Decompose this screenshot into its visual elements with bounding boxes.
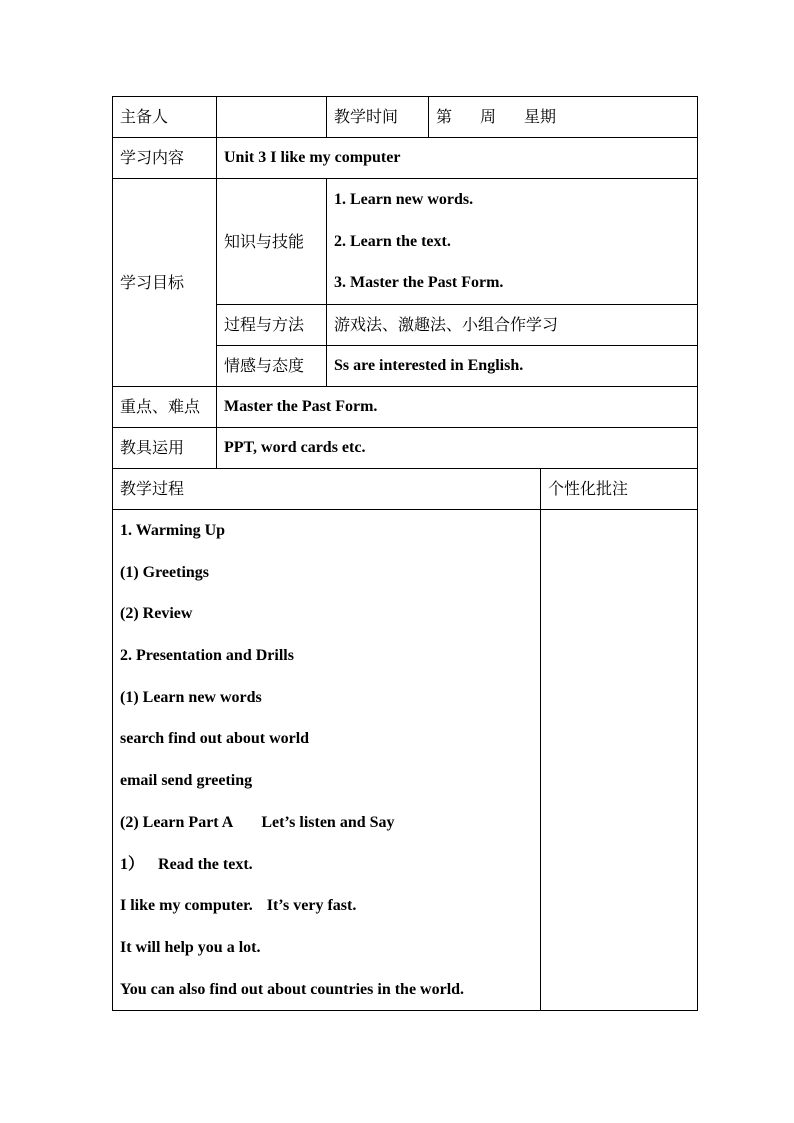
knowledge-item: 3. Master the Past Form.	[334, 274, 504, 292]
process-body-row	[113, 510, 698, 1011]
process-method-label: 过程与方法	[217, 305, 327, 346]
lead-teacher-label: 主备人	[113, 97, 217, 138]
week-weekday-cell	[429, 97, 698, 138]
knowledge-item: 1. Learn new words.	[334, 191, 474, 209]
part-a-left: (2) Learn Part A	[120, 813, 234, 831]
personal-notes-label: 个性化批注	[541, 469, 698, 510]
emotion-attitude-label: 情感与态度	[217, 346, 327, 387]
key-points-value: Master the Past Form.	[217, 387, 698, 428]
process-step-part-a	[120, 802, 533, 844]
knowledge-skills-label: 知识与技能	[217, 179, 327, 305]
read-text: Read the text.	[158, 855, 253, 873]
read-number: 1）	[120, 855, 145, 873]
process-step-line	[120, 885, 533, 927]
process-step: search find out about world	[120, 730, 310, 748]
process-step: 1. Warming Up	[120, 522, 226, 539]
process-step: (1) Greetings	[120, 563, 210, 581]
goals-knowledge-row	[113, 179, 698, 305]
process-step-read	[120, 844, 533, 886]
week-prefix: 第	[436, 107, 453, 127]
line-right: It’s very fast.	[266, 897, 357, 915]
teaching-process-label: 教学过程	[113, 469, 541, 510]
lesson-plan-table	[112, 96, 698, 1011]
teaching-aids-value: PPT, word cards etc.	[217, 428, 698, 469]
process-header-row	[113, 469, 698, 510]
process-step: 2. Presentation and Drills	[120, 647, 294, 665]
process-method-value: 游戏法、激趣法、小组合作学习	[327, 305, 698, 346]
process-step: email send greeting	[120, 772, 253, 790]
process-step: It will help you a lot.	[120, 938, 261, 956]
process-step: (1) Learn new words	[120, 688, 262, 706]
knowledge-skills-list	[327, 179, 698, 305]
key-points-row	[113, 387, 698, 428]
emotion-attitude-value: Ss are interested in English.	[327, 346, 698, 387]
week-middle: 周	[480, 107, 497, 127]
learning-goals-label: 学习目标	[113, 179, 217, 387]
learning-content-label: 学习内容	[113, 138, 217, 179]
header-row	[113, 97, 698, 138]
learning-content-value: Unit 3 I like my computer	[217, 138, 698, 179]
teaching-aids-label: 教具运用	[113, 428, 217, 469]
line-left: I like my computer.	[120, 897, 253, 915]
teaching-time-label: 教学时间	[327, 97, 429, 138]
process-step: (2) Review	[120, 605, 193, 623]
process-step: You can also find out about countries in the world.	[120, 980, 465, 998]
teaching-aids-row	[113, 428, 698, 469]
weekday-label: 星期	[524, 107, 557, 127]
knowledge-item: 2. Learn the text.	[334, 232, 451, 250]
teaching-process-steps	[113, 510, 541, 1011]
part-a-right: Let’s listen and Say	[261, 813, 395, 831]
content-row	[113, 138, 698, 179]
lead-teacher-value	[217, 97, 327, 138]
personal-notes-area	[541, 510, 698, 1011]
key-points-label: 重点、难点	[113, 387, 217, 428]
